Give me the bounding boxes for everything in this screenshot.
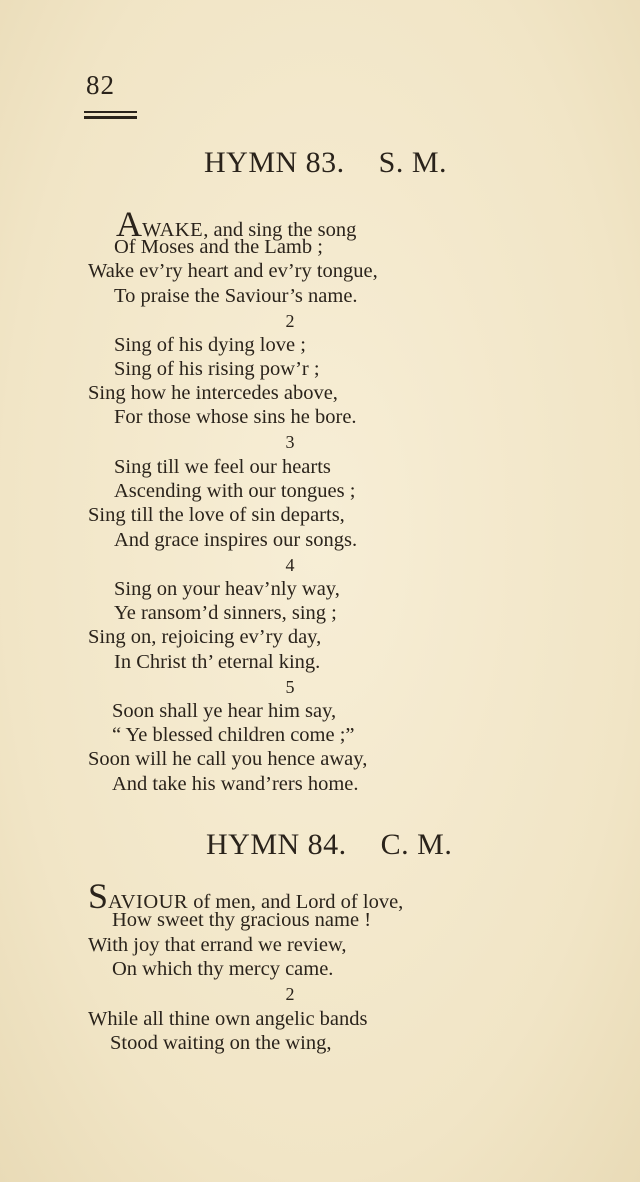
verse-line: Of Moses and the Lamb ; xyxy=(114,236,323,258)
hymn-meter: C. M. xyxy=(380,828,453,861)
verse-line: Sing how he intercedes above, xyxy=(88,382,338,404)
verse-line: With joy that errand we review, xyxy=(88,934,347,956)
verse-line: And take his wand’rers home. xyxy=(112,773,359,795)
verse-line: Sing on your heav’nly way, xyxy=(114,578,340,600)
stanza-number: 5 xyxy=(285,677,295,697)
verse-line: Sing till the love of sin departs, xyxy=(88,504,345,526)
verse-line: Sing of his rising pow’r ; xyxy=(114,358,320,380)
verse-line: In Christ th’ eternal king. xyxy=(114,651,321,673)
verse-line: Sing till we feel our hearts xyxy=(114,456,331,478)
stanza-number: 4 xyxy=(285,555,295,575)
page-number: 82 xyxy=(86,70,115,100)
drop-cap: A xyxy=(116,204,142,244)
verse-line: SAVIOUR of men, and Lord of love, xyxy=(88,876,404,916)
hymn-number: HYMN 83. xyxy=(204,146,345,179)
verse-line: Soon will he call you hence away, xyxy=(88,748,368,770)
stanza-number: 2 xyxy=(285,984,295,1004)
verse-line: Soon shall ye hear him say, xyxy=(112,700,337,722)
verse-line: AWAKE, and sing the song xyxy=(116,204,357,244)
stanza-number: 3 xyxy=(285,432,295,452)
verse-line: While all thine own angelic bands xyxy=(88,1008,368,1030)
small-caps-word: AVIOUR xyxy=(108,891,189,913)
hymn-83-title xyxy=(204,146,447,180)
verse-line: On which thy mercy came. xyxy=(112,958,334,980)
hymn-84-title xyxy=(206,828,452,862)
header-rule xyxy=(84,116,137,119)
verse-line: Sing of his dying love ; xyxy=(114,334,306,356)
verse-line: “ Ye blessed children come ;” xyxy=(112,724,355,746)
verse-line: Wake ev’ry heart and ev’ry tongue, xyxy=(88,260,378,282)
verse-line: Sing on, rejoicing ev’ry day, xyxy=(88,626,322,648)
verse-line: Ascending with our tongues ; xyxy=(114,480,356,502)
hymn-meter: S. M. xyxy=(378,146,448,179)
header-rule xyxy=(84,111,137,113)
verse-line: How sweet thy gracious name ! xyxy=(112,909,372,931)
verse-line: Ye ransom’d sinners, sing ; xyxy=(114,602,337,624)
small-caps-word: WAKE xyxy=(142,219,204,241)
verse-line: To praise the Saviour’s name. xyxy=(114,285,358,307)
verse-line: And grace inspires our songs. xyxy=(114,529,358,551)
stanza-number: 2 xyxy=(285,311,295,331)
verse-line: For those whose sins he bore. xyxy=(114,406,357,428)
drop-cap: S xyxy=(88,876,109,916)
verse-line: Stood waiting on the wing, xyxy=(110,1032,332,1054)
hymn-number: HYMN 84. xyxy=(206,828,347,861)
